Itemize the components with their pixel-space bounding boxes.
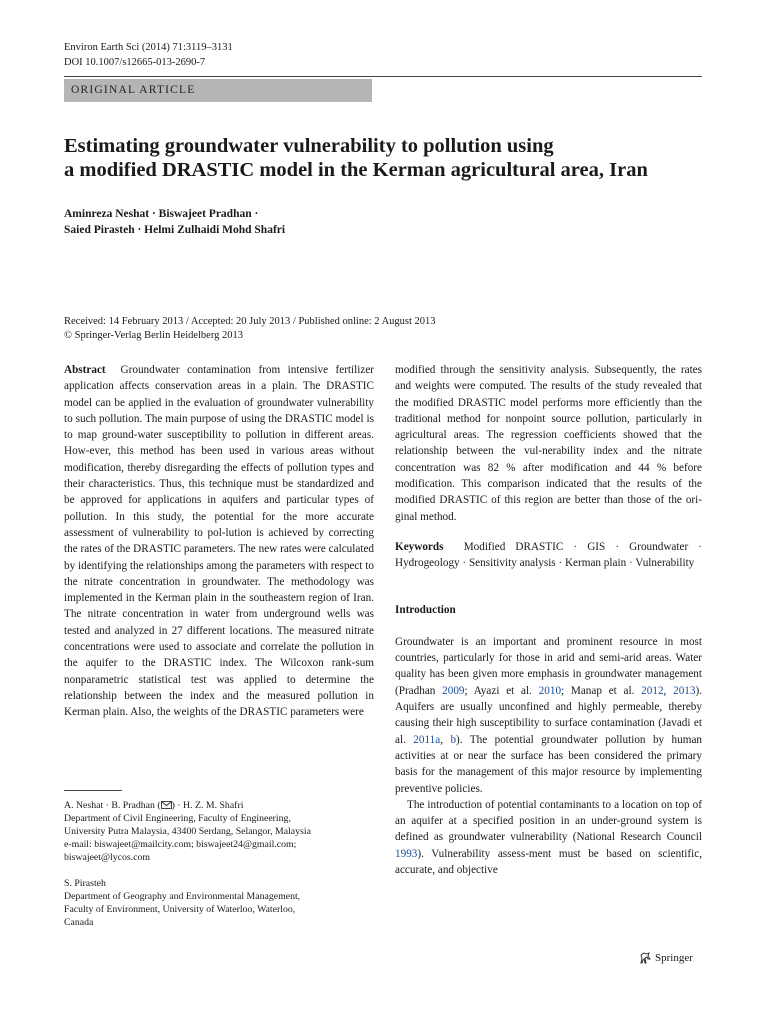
abstract-continuation: modified through the sensitivity analysis. Subsequently, the rates and weights were computed. The results of the study revealed that the modified DRASTIC model performs more efficiently than the traditional method for nonpoint source pollution, particularly in agricultural areas. The regression coefficients showed that the relationship between the vul-nerability index and the nitrate concentration was 82 % after modification and 44 % before modification. This comparison indicated that the results of the modified DRASTIC of this region are better than those of the ori-ginal method. — [395, 364, 702, 523]
introduction-paragraph-1 — [395, 634, 702, 797]
citation-link[interactable]: 2013 — [673, 684, 696, 697]
affiliation-email: biswajeet@lycos.com — [64, 852, 151, 863]
footnote-rule — [64, 790, 122, 791]
copyright-line: © Springer-Verlag Berlin Heidelberg 2013 — [64, 330, 244, 341]
publisher-name: Springer — [655, 952, 693, 964]
header-rule — [64, 76, 702, 77]
publisher-logo — [638, 951, 693, 965]
introduction-heading: Introduction — [395, 603, 456, 616]
affiliation-authors-text: ) · H. Z. M. Shafri — [171, 800, 244, 811]
paper-title — [64, 134, 714, 182]
affiliation-line: Department of Civil Engineering, Faculty of Engineering, — [64, 813, 291, 824]
abstract-text-left: Groundwater contamination from intensive fertilizer application affects conservation areas in a plain. The DRASTIC model can be applied in the evaluation of groundwater vulnerability to such pollution. The main purpose of using the DRASTIC model is to map ground-water susceptibility to pollution in different areas. How-ever, this method has been used in various areas without modification, thereby disregarding the effects of pollution types and their characteristics. Thus, this technique must be standardized and be approved for applications in aquifers and particular types of pollution. In this study, the potential for the more accurate assessment of vulnerability to pol-lution is achieved by correcting the rates of the DRASTIC parameters. The new rates were calculated by identifying the relationships among the parameters with respect to the nitrate concentration in groundwater. The methodology was implemented in the Kerman plain in the southeastern region of Iran. The nitrate concentration in water from underground wells was tested and analyzed in 27 different locations. The measured nitrate concentrations were used to associate and correlate the pollution in the aquifer to the DRASTIC index. The Wilcoxon rank-sum nonparametric statistical test was applied to determine the relationship between the index and the measured pollution in Kerman plain. Also, the weights of the DRASTIC parameters were — [64, 364, 375, 719]
citation-link[interactable]: 2011a — [413, 733, 441, 746]
left-column — [64, 362, 374, 721]
affiliation-line: Department of Geography and Environmental Management, — [64, 891, 301, 902]
citation-link[interactable]: 1993 — [395, 847, 418, 860]
received-accepted-line: Received: 14 February 2013 / Accepted: 20 July 2013 / Published online: 2 August 2013 — [64, 316, 436, 327]
affiliation-line: University Putra Malaysia, 43400 Serdang, Selangor, Malaysia — [64, 826, 311, 837]
doi: DOI 10.1007/s12665-013-2690-7 — [64, 57, 206, 68]
envelope-icon — [161, 801, 172, 809]
affiliation-line: Faculty of Environment, University of Waterloo, Waterloo, — [64, 904, 296, 915]
affiliation-author: S. Pirasteh — [64, 878, 106, 889]
intro-p1-text: ; Manap et al. — [561, 684, 642, 697]
abstract-label: Abstract — [64, 364, 106, 376]
intro-p2-text: The introduction of potential contaminants to a location on top of an aquifer at a specified position in an under-ground system is defined as groundwater vulnerability (National Research Council — [395, 798, 702, 844]
affiliation-block-2 — [64, 877, 374, 929]
affiliation-authors — [64, 799, 374, 812]
springer-horse-icon — [638, 951, 652, 965]
journal-citation: Environ Earth Sci (2014) 71:3119–3131 — [64, 42, 233, 53]
intro-p1-text: , — [663, 684, 674, 697]
intro-p1-text: Groundwater is an important and prominent resource in most countries, particularly for those in arid and semi-arid areas. Water quality has been given more emphasis in groundwater management (Pradhan — [395, 635, 702, 697]
intro-p1-text: ). Aquifers are usually unconfined and highly permeable, thereby causing their high susceptibility to surface contamination (Javadi et al. — [395, 684, 703, 746]
journal-reference — [64, 40, 233, 70]
introduction-paragraph-2 — [395, 797, 702, 878]
citation-link[interactable]: b — [450, 733, 457, 746]
author-line-2: Saied Pirasteh · Helmi Zulhaidi Mohd Shafri — [64, 224, 286, 236]
citation-link[interactable]: 2010 — [538, 684, 562, 697]
affiliation-authors-text: A. Neshat · B. Pradhan ( — [64, 800, 161, 811]
paper-title-line-1: Estimating groundwater vulnerability to pollution using — [64, 135, 554, 157]
keywords-text: Modified DRASTIC · GIS · Groundwater · Hydrogeology · Sensitivity analysis · Kerman plain · Vulnerability — [395, 540, 703, 570]
keywords-paragraph — [395, 539, 702, 572]
author-line-1: Aminreza Neshat · Biswajeet Pradhan · — [64, 208, 259, 220]
keywords-label: Keywords — [395, 540, 444, 553]
article-type-label: ORIGINAL ARTICLE — [64, 79, 372, 102]
intro-p1-text: ). The potential groundwater pollution by human activities at or near the surface has been considered the primary basis for the management of this major resource by implementing preventive policies. — [395, 733, 703, 795]
intro-p1-text: ; Ayazi et al. — [464, 684, 539, 697]
affiliation-line: Canada — [64, 917, 94, 928]
citation-link[interactable]: 2012 — [641, 684, 664, 697]
abstract-paragraph — [64, 362, 374, 721]
intro-p1-text: , — [440, 733, 451, 746]
author-list — [64, 206, 285, 238]
intro-p2-text: ). Vulnerability assess-ment must be based on scientific, accurate, and objective — [395, 847, 702, 877]
right-column — [395, 362, 702, 878]
affiliation-email: e-mail: biswajeet@mailcity.com; biswajeet24@gmail.com; — [64, 839, 297, 850]
paper-title-line-2: a modified DRASTIC model in the Kerman agricultural area, Iran — [64, 159, 648, 181]
citation-link[interactable]: 2009 — [442, 684, 465, 697]
publication-dates — [64, 315, 436, 343]
affiliation-block-1 — [64, 799, 374, 864]
